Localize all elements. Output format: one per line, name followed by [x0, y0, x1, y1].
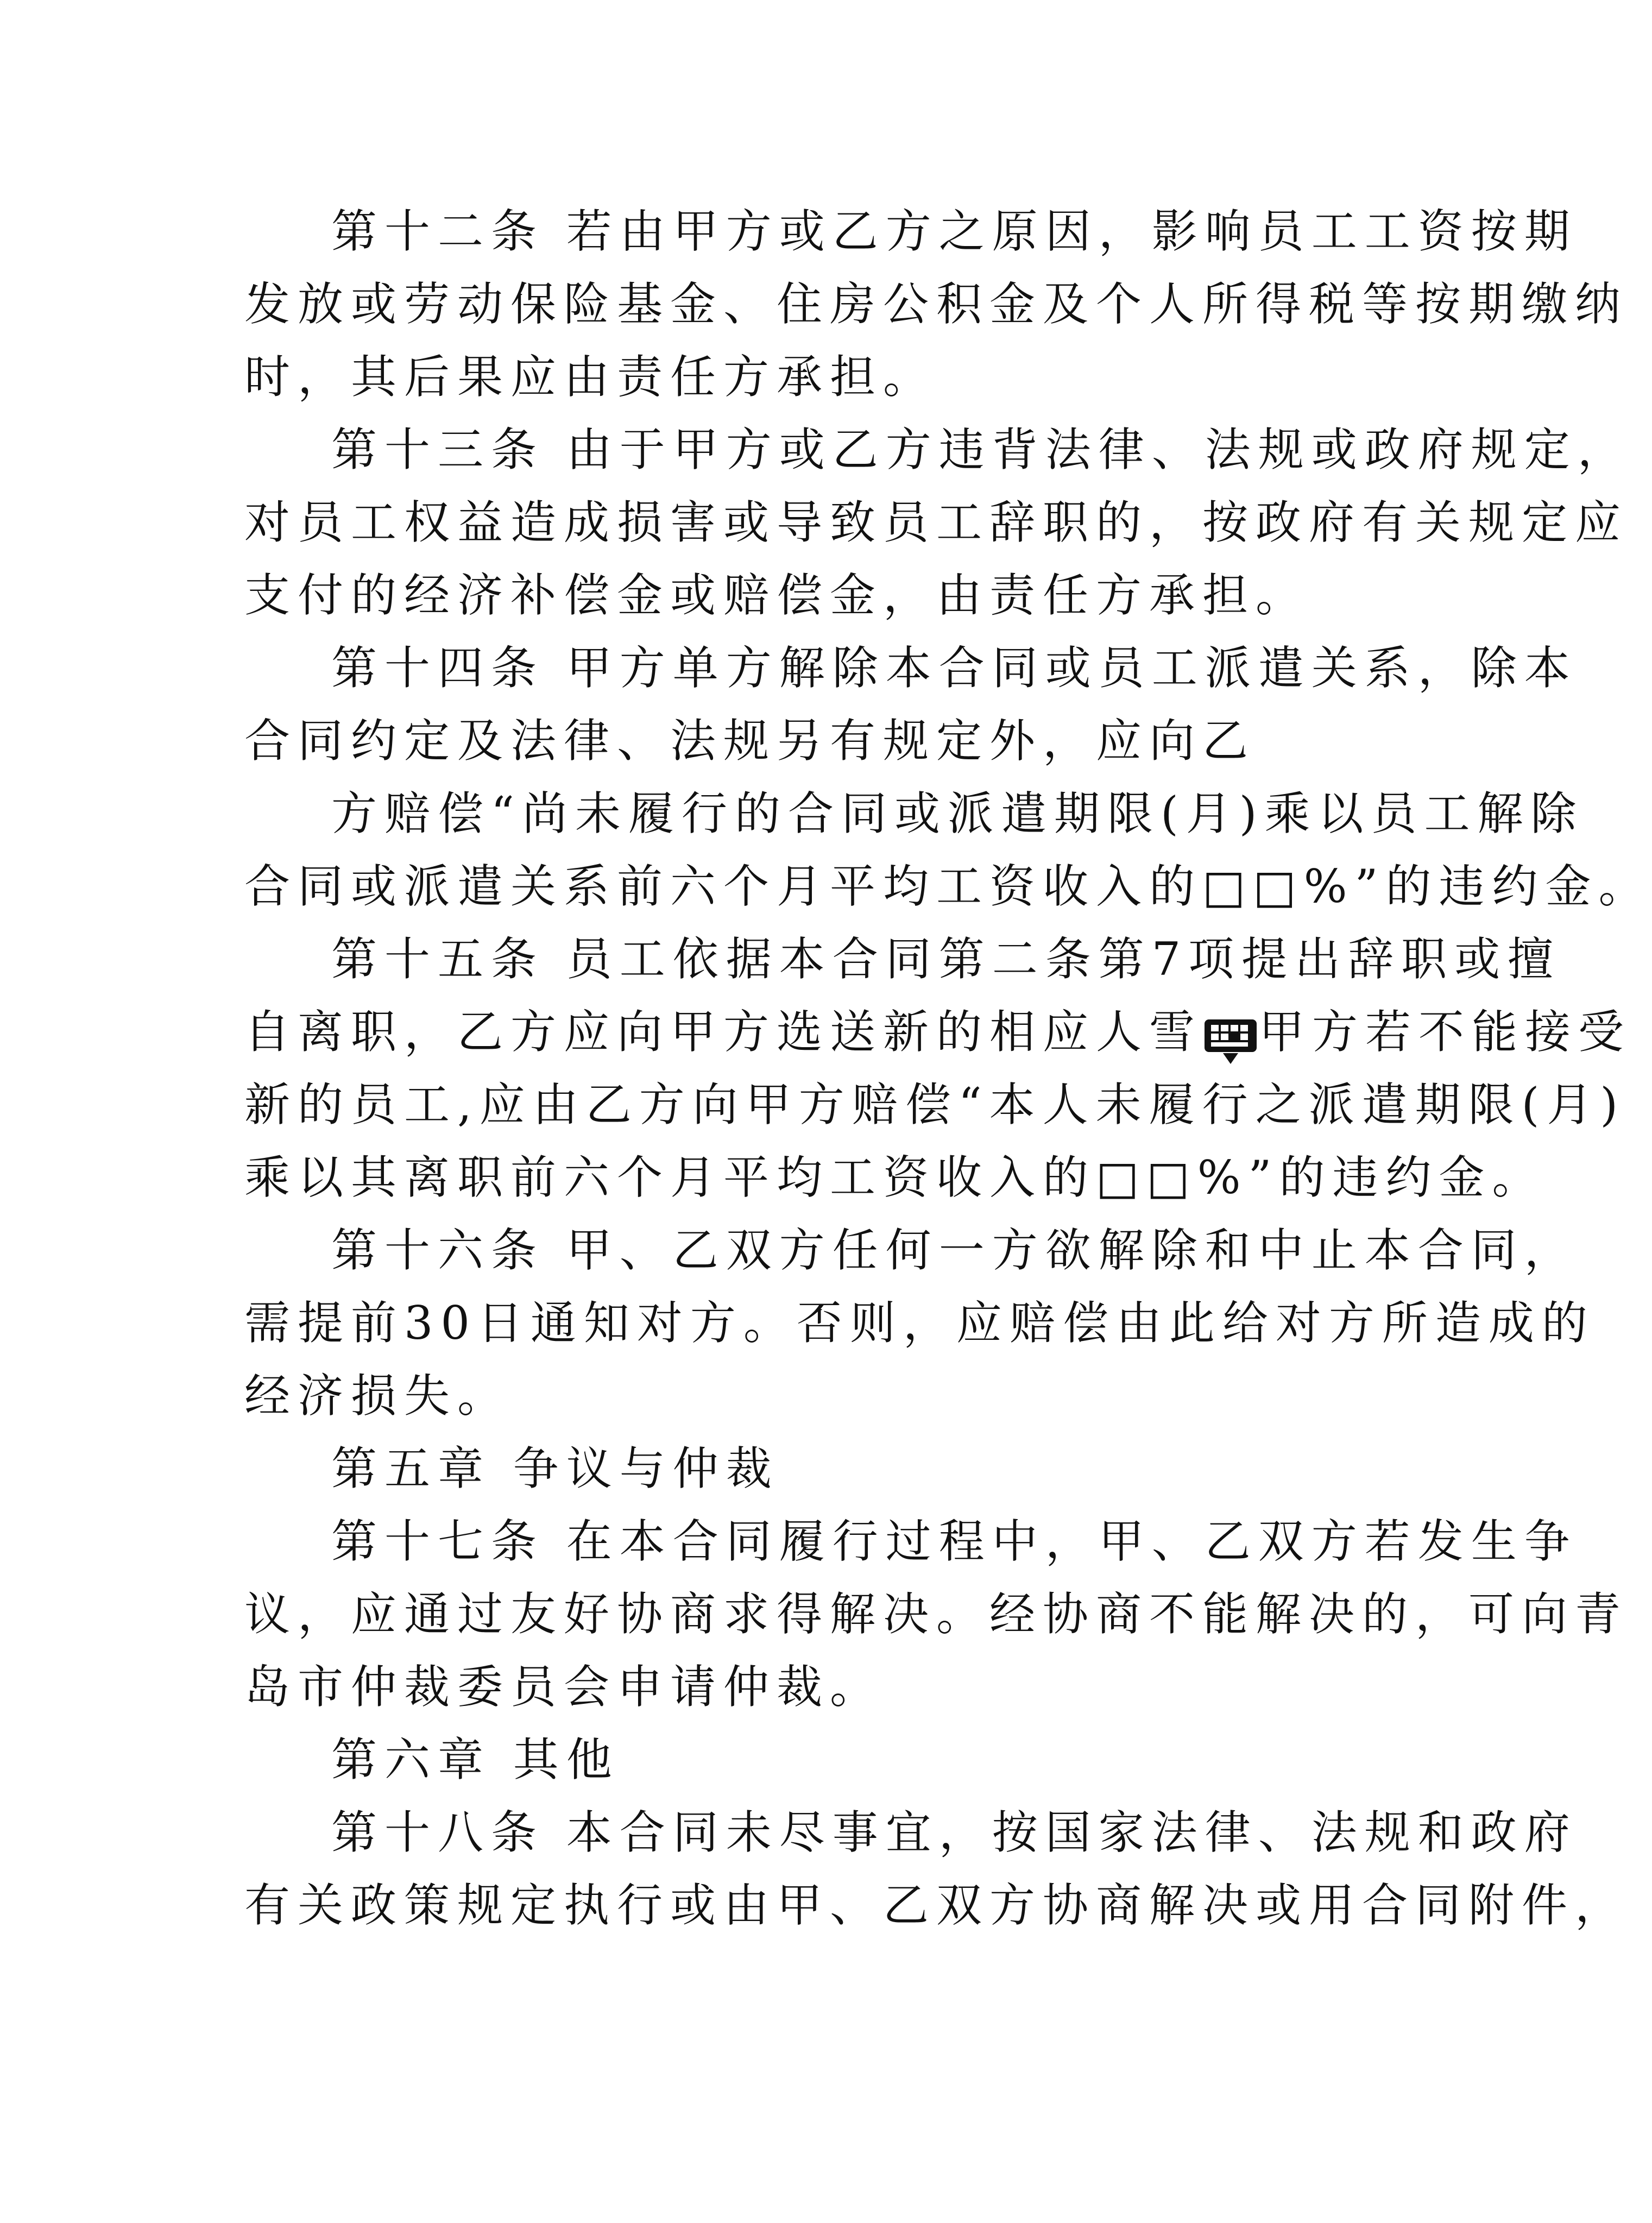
article-15-line-1: 第十五条 员工依据本合同第二条第7项提出辞职或擅: [331, 933, 1561, 986]
article-16-line-3: 经济损失。: [244, 1369, 511, 1422]
article-12-line-2: 发放或劳动保险基金、住房公积金及个人所得税等按期缴纳: [244, 278, 1629, 331]
article-15-line-2-after: 甲方若不能接受: [1259, 1005, 1632, 1059]
article-14-line-1: 第十四条 甲方单方解除本合同或员工派遣关系，除本: [331, 641, 1578, 695]
comment-marker-icon[interactable]: [1205, 1019, 1257, 1052]
article-17-line-3: 岛市仲裁委员会申请仲裁。: [244, 1660, 884, 1714]
article-17-line-2: 议，应通过友好协商求得解决。经协商不能解决的，可向青: [244, 1588, 1629, 1641]
article-18-line-1: 第十八条 本合同未尽事宜，按国家法律、法规和政府: [331, 1806, 1578, 1859]
article-12-line-1: 第十二条 若由甲方或乙方之原因，影响员工工资按期: [331, 205, 1578, 258]
article-16-line-1: 第十六条 甲、乙双方任何一方欲解除和中止本合同，: [331, 1224, 1578, 1277]
article-17-line-1: 第十七条 在本合同履行过程中，甲、乙双方若发生争: [331, 1515, 1578, 1568]
article-15-line-2: [244, 1002, 1631, 1062]
article-15-line-2-before: 自离职，乙方应向甲方选送新的相应人雪: [244, 1005, 1203, 1059]
article-16-line-2: 需提前30日通知对方。否则，应赔偿由此给对方所造成的: [244, 1296, 1595, 1350]
article-12-line-3: 时，其后果应由责任方承担。: [244, 350, 937, 404]
article-13-line-3: 支付的经济补偿金或赔偿金，由责任方承担。: [244, 569, 1309, 622]
chapter-5-heading: 第五章 争议与仲裁: [331, 1442, 779, 1495]
article-18-line-2: 有关政策规定执行或由甲、乙双方协商解决或用合同附件，: [244, 1879, 1629, 1932]
article-15-line-4: 乘以其离职前六个月平均工资收入的□□%”的违约金。: [244, 1151, 1546, 1204]
chapter-6-heading: 第六章 其他: [331, 1733, 620, 1786]
article-14-line-4: 合同或派遣关系前六个月平均工资收入的□□%”的违约金。: [244, 860, 1652, 913]
article-14-line-3: 方赔偿“尚未履行的合同或派遣期限(月)乘以员工解除: [331, 787, 1584, 840]
article-13-line-2: 对员工权益造成损害或导致员工辞职的，按政府有关规定应: [244, 496, 1629, 549]
article-13-line-1: 第十三条 由于甲方或乙方违背法律、法规或政府规定，: [331, 423, 1631, 476]
article-14-line-2: 合同约定及法律、法规另有规定外，应向乙: [244, 714, 1256, 767]
article-15-line-3: 新的员工,应由乙方向甲方赔偿“本人未履行之派遣期限(月): [244, 1078, 1626, 1131]
